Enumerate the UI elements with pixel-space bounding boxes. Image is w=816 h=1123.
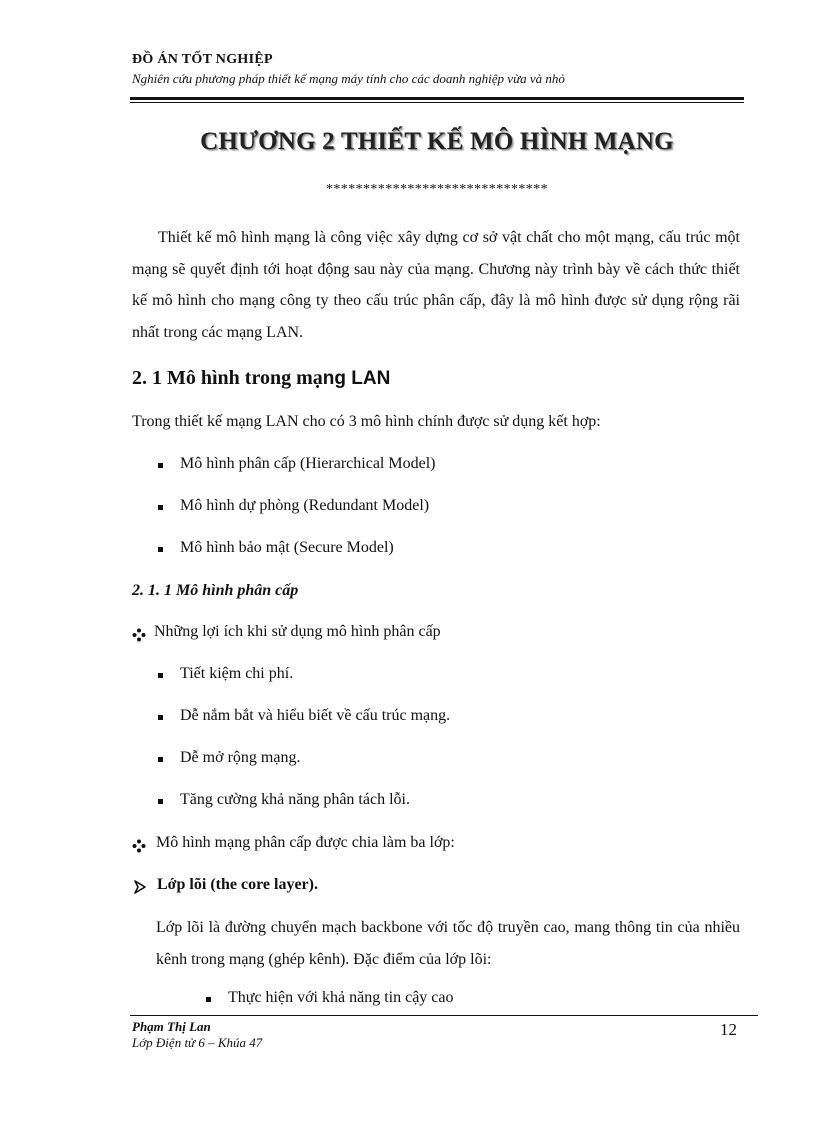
bullet-square-icon [158, 715, 163, 720]
bullet-square-icon [158, 757, 163, 762]
footer-class: Lớp Điện tử 6 – Khúa 47 [132, 1035, 263, 1050]
models-lead: Trong thiết kế mạng LAN cho có 3 mô hình chính được sử dụng kết hợp: [132, 413, 601, 430]
chapter-separator: ****************************** [326, 182, 548, 197]
header-subtitle: Nghiên cứu phương pháp thiết kế mạng máy tính cho các doanh nghiệp vừa và nhỏ [132, 71, 565, 86]
intro-paragraph [132, 222, 740, 348]
core-point: Thực hiện với khả năng tin cậy cao [228, 989, 454, 1006]
benefit-item: Tiết kiệm chi phí. [180, 665, 294, 682]
arrow-bullet-icon [133, 880, 147, 894]
page-number: 12 [720, 1020, 737, 1039]
header-rule-thin [130, 102, 744, 103]
footer-author: Phạm Thị Lan [132, 1019, 211, 1034]
intro-text: Thiết kế mô hình mạng là công việc xây dựng cơ sở vật chất cho một mạng, cấu trúc một mạng sẽ quyết định tới hoạt động sau này của mạng. Chương này trình bày về cách thức thiết kế mô hình cho mạng công ty theo cấu trúc phân cấp, đây là mô hình được sử dụng rộng rãi nhất trong các mạng LAN. [132, 229, 740, 341]
core-layer-description [156, 912, 740, 975]
benefit-item: Dễ mở rộng mạng. [180, 749, 301, 766]
bullet-square-icon [206, 997, 211, 1002]
bullet-square-icon [158, 547, 163, 552]
benefit-item: Dễ nắm bắt và hiểu biết về cấu trúc mạng. [180, 707, 451, 724]
section-2-1-heading-a: 2. 1 Mô hình trong mạ [132, 367, 323, 389]
bullet-square-icon [158, 463, 163, 468]
section-2-1-1-heading: 2. 1. 1 Mô hình phân cấp [132, 582, 299, 599]
core-layer-title: Lớp lõi (the core layer). [157, 876, 318, 893]
model-item: Mô hình bảo mật (Secure Model) [180, 539, 394, 556]
header-title: ĐỒ ÁN TỐT NGHIỆP [132, 52, 273, 67]
model-item: Mô hình dự phòng (Redundant Model) [180, 497, 430, 514]
bullet-square-icon [158, 673, 163, 678]
model-item: Mô hình phân cấp (Hierarchical Model) [180, 455, 436, 472]
section-2-1-heading-b: ng LAN [322, 368, 391, 389]
footer-rule [130, 1015, 758, 1016]
core-layer-text: Lớp lõi là đường chuyển mạch backbone với tốc độ truyền cao, mang thông tin của nhiều kênh trong mạng (ghép kênh). Đặc điểm của lớp lõi: [156, 919, 740, 968]
diamond-bullet-icon [132, 628, 146, 642]
diamond-bullet-icon [132, 839, 146, 853]
benefit-item: Tăng cường khả năng phân tách lỗi. [180, 791, 410, 808]
bullet-square-icon [158, 799, 163, 804]
bullet-square-icon [158, 505, 163, 510]
layers-lead: Mô hình mạng phân cấp được chia làm ba lớp: [156, 834, 455, 851]
benefits-lead: Những lợi ích khi sử dụng mô hình phân cấp [154, 623, 441, 640]
chapter-title: CHƯƠNG 2 THIẾT KẾ MÔ HÌNH MẠNG [200, 128, 674, 155]
section-2-1-heading [132, 367, 390, 390]
header-rule-thick [130, 97, 744, 100]
